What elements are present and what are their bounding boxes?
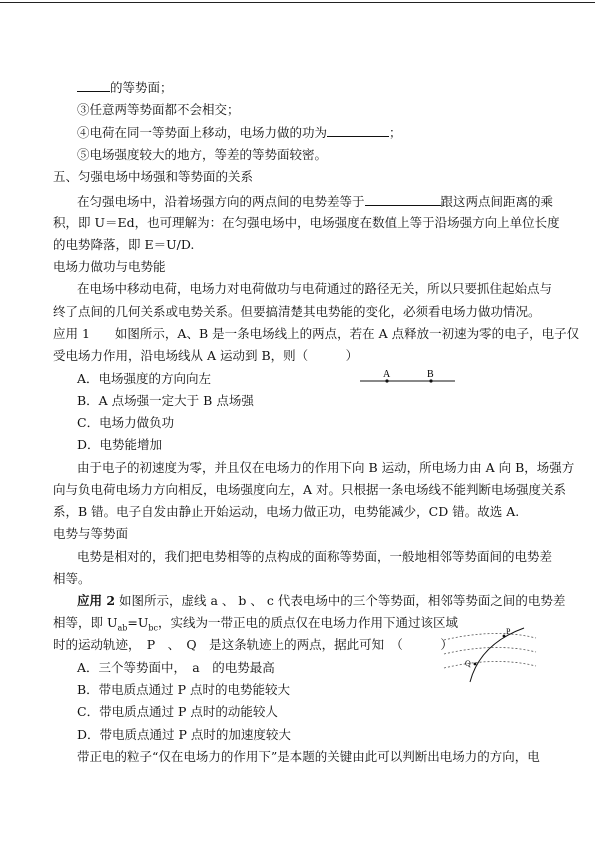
point-q-label: Q bbox=[465, 659, 471, 668]
point-b-label: B bbox=[427, 369, 434, 380]
text-line: ③任意两等势面都不会相交； bbox=[77, 102, 240, 117]
option-c: C．带电质点通过 P 点时的动能较人 bbox=[77, 704, 278, 719]
text-line: 电势是相对的，我们把电势相等的点构成的面称等势面，一般地相邻等势面间的电势差 bbox=[77, 549, 553, 564]
option-c: C．电场力做负功 bbox=[77, 415, 175, 430]
blank-underline bbox=[365, 193, 441, 206]
text-line: 带正电的粒子“仅在电场力的作用下”是本题的关键由此可以判断出电场力的方向，电 bbox=[77, 749, 540, 764]
text-line: ⑤电场强度较大的地方，等差的等势面较密。 bbox=[77, 147, 328, 162]
equipotential-line-a bbox=[444, 633, 536, 640]
option-a: A．电场强度的方向向左 bbox=[77, 371, 212, 386]
point-q-dot bbox=[474, 663, 477, 666]
text-line: 的等势面； bbox=[77, 79, 173, 95]
option-d: D．带电质点通过 P 点时的加速度较大 bbox=[77, 727, 291, 742]
option-b: B．A 点场强一定大于 B 点场强 bbox=[77, 393, 254, 408]
text-line: 系，B 错。电子自发由静止开始运动，电场力做正功，电势能减少，CD 错。故选 A. bbox=[53, 504, 520, 519]
text-line: ④电荷在同一等势面上移动，电场力做的功为 ； bbox=[77, 125, 402, 140]
text-line: 在匀强电场中，沿着场强方向的两点间的电势差等于 跟这两点间距离的乘 bbox=[77, 194, 554, 209]
text-line: 积，即 U＝Ed，也可理解为：在匀强电场中，电场强度在数值上等于沿场强方向上单位长度 bbox=[53, 215, 560, 230]
equipotential-figure bbox=[440, 624, 540, 686]
point-a-label: A bbox=[383, 369, 391, 380]
section-heading: 电势与等势面 bbox=[53, 526, 129, 541]
option-a: A．三个等势面中， a 的电势最高 bbox=[77, 660, 275, 675]
text-line: 向与负电荷电场力方向相反，电场强度向左，A 对。只根据一条电场线不能判断电场强度关系 bbox=[53, 482, 567, 497]
section-heading: 电场力做功与电势能 bbox=[53, 259, 166, 274]
question-label: 应用 2 bbox=[77, 593, 116, 608]
point-p-label: P bbox=[506, 627, 511, 636]
question-text: 应用 1 如图所示，A、B 是一条电场线上的两点，若在 A 点释放一初速为零的电子，电子仅 bbox=[53, 326, 580, 341]
question-text: 时的运动轨迹， P 、 Q 是这条轨迹上的两点，据此可知 （ ） bbox=[53, 637, 453, 652]
header-rule bbox=[0, 2, 595, 3]
blank-underline bbox=[77, 79, 110, 92]
text-line: 的电势降落，即 E＝U/D. bbox=[53, 237, 195, 252]
equipotential-line-c bbox=[444, 661, 536, 668]
question-text: 受电场力作用，沿电场线从 A 运动到 B，则（ ） bbox=[53, 348, 359, 363]
text-line: 在电场中移动电荷，电场力对电荷做功与电荷通过的路径无关，所以只要抓住起始点与 bbox=[77, 281, 553, 296]
question-text: 应用 2 如图所示，虚线 a 、 b 、 c 代表电场中的三个等势面，相邻等势面之间的电势差 bbox=[77, 593, 566, 608]
text-line: 由于电子的初速度为零，并且仅在电场力的作用下向 B 运动，所电场力由 A 向 B，场强方 bbox=[77, 460, 575, 475]
section-heading: 五、匀强电场中场强和等势面的关系 bbox=[53, 169, 254, 184]
text-line: 终了点间的几何关系或电势关系。但要搞清楚其电势能的变化，必须看电场力做功情况。 bbox=[53, 304, 541, 319]
text-line: 相等。 bbox=[53, 571, 91, 586]
field-line-figure bbox=[360, 368, 455, 386]
option-d: D．电势能增加 bbox=[77, 437, 163, 452]
question-text: 相等，即 $U_{ab}=U_{bc}$，实线为一带正电的质点仅在电场力作用下通过该区域 bbox=[53, 615, 459, 633]
point-p-dot bbox=[503, 635, 506, 638]
particle-trajectory bbox=[470, 628, 524, 682]
blank-underline bbox=[327, 124, 389, 137]
option-b: B．带电质点通过 P 点时的电势能较大 bbox=[77, 682, 291, 697]
